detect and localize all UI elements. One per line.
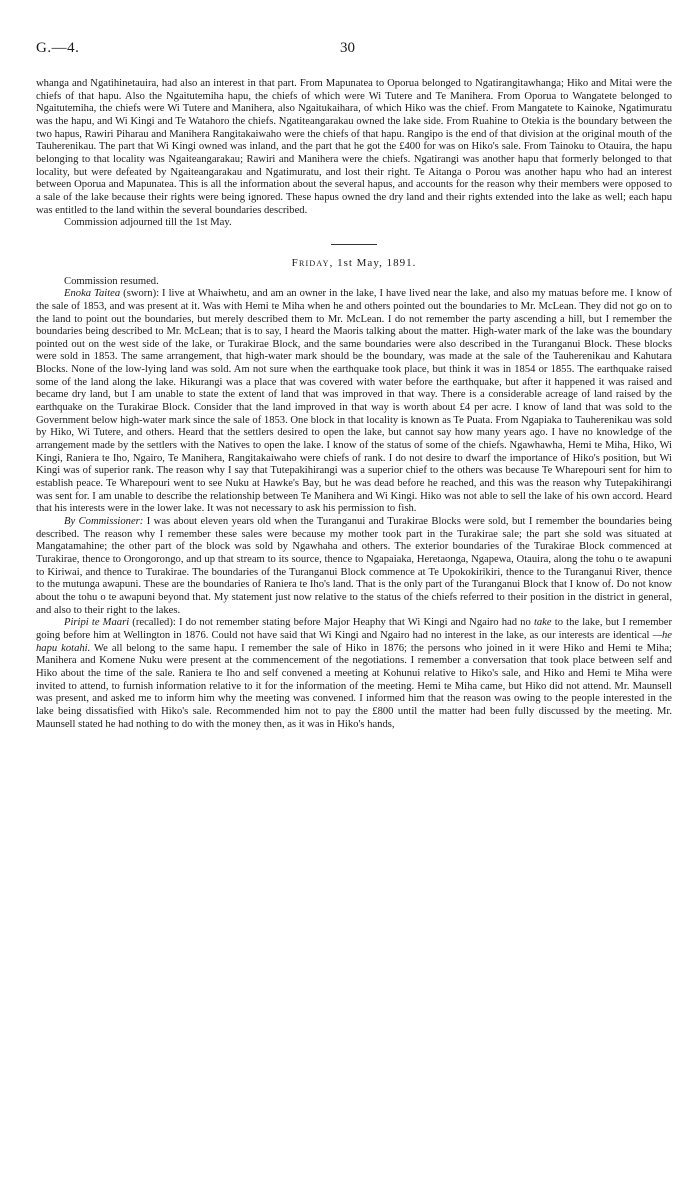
paragraph-by-commissioner: [36, 516, 672, 617]
page-number: 30: [340, 40, 355, 56]
piripi-testimony-c: We all belong to the same hapu. I remember the sale of Hiko in 1876; the persons who joined in it were Hiko and Hemi te Miha; Manihera and Komene Nuku were present at the commencement of the negotiations. I remember a conversation that took place between self and Hiko about the time of the sale. Raniera te Iho and self convened a meeting at Kohunui relative to Hiko's sale, and Hiko and Hemi te Miha were invited to attend, to furnish information relative to it for the information of the meeting. Hemi te Miha came, but Hiko did not attend. Mr. Maunsell was present, and asked me to inform him why the meeting was convened. I informed him that the reason was owing to the people interested in the lake being dissatisfied with Hiko's sale. Recommended him not to pay the £800 until the matter had been fully discussed by the meeting. Mr. Maunsell stated he had nothing to do with the money then, as it was in Hiko's hands,: [36, 642, 672, 730]
date-heading: [36, 257, 672, 270]
witness-name-piripi: Piripi te Maari: [64, 617, 130, 629]
document-body: [36, 78, 672, 731]
paragraph-intro: whanga and Ngatihinetauira, had also an interest in that part. From Mapunatea to Oporua belonged to Ngatirangitawhanga; Hiko and Mitai were the chiefs of that hapu. Also the Ngaitutemiha hapu, the chiefs of which were Wi Tutere and Te Manihera. From Oporua to Wangatete belonged to Ngaitutemiha, the chiefs were Wi Tutere and Manihera, also Ngaitukaihara, of which Hiko was the chief. From Mangatete to Kainoke, Ngatimuratu was the hapu, and Wi Kingi and Te Watahoro the chiefs. Ngatiteangarakau owned the lake side. From Ruahine to Otekia is the boundary between the two hapus, Rawiri Piharau and Manihera Rangitakaiwaho were the chiefs of that hapu. Rangipo is the end of that division at the original mouth of the Tauherenikau. The part that Wi Kingi owned was inland, and the part that he got the £400 for was on Hiko's sale. From Tainoku to Otauira, the hapu belonging to that locality was Ngaiteangarakau; Rawiri and Manihera were the chiefs. Ngatirangi was another hapu that formerly belonged to that locality, but were defeated by Ngaiteangarakau and Ngatimuratu, and lost their right. Te Aitanga o Porou was another hapu who had an interest between Oporua and Mapunatea. This is all the information about the several hapus, and accounts for the reason why their members were opposed to a sale of the lake because their rights were being ignored. These hapus owned the dry land and their rights extended into the lake as well; each hapu was entitled to the land within the several boundaries described.: [36, 78, 672, 216]
date-heading-weekday: Friday: [291, 256, 330, 269]
take-term: take: [533, 617, 552, 629]
document-page: [36, 40, 672, 731]
hapu-kotahi-term: —he hapu kotahi.: [36, 629, 672, 654]
paper-reference: G.—4.: [36, 40, 80, 56]
piripi-testimony-b: to the lake, but I remember going before him at Wellington in 1876. Could not have said that Wi Kingi and Ngairo had no interest in the lake, as our interests are identical: [36, 617, 672, 641]
date-heading-rest: , 1st May, 1891.: [329, 256, 417, 269]
paragraph-piripi-te-maari: [36, 617, 672, 731]
resumed-note: Commission resumed.: [64, 275, 159, 287]
piripi-testimony-a: (recalled): I do not remember stating before Major Heaphy that Wi Kingi and Ngairo had no: [129, 617, 534, 629]
commissioner-testimony: I was about eleven years old when the Turanganui and Turakirae Blocks were sold, but I remember the boundaries being described. The reason why I remember these sales were because my mother took part in the Turakirae sale; the part she sold was situated at Mangatamahine; the other part of the block was sold by Ngawhaha and others. The exterior boundaries of the Turakirae Block commenced at Turakirae, thence to Orongorongo, and up that stream to its source, thence to Ngapaiaka, Heretaonga, Ngapewa, Otauira, along the tohu o te awapuni to Kiriwai, and thence to Turakirae. The boundaries of the Turanganui Block commence at Te Upokokirikiri, thence to the Turanganui River, thence to the mutunga awapuni. These are the boundaries of Raniera te Iho's land. That is the only part of the Turanganui Block that I know of. Do not know about the tohu o te awapuni beyond that. My statement just now relative to the status of the chiefs referred to their position in the district in general, and also to their right to the lakes.: [36, 516, 672, 616]
witness-name-enoka: Enoka Taitea: [64, 288, 121, 300]
by-commissioner-label: By Commissioner:: [64, 516, 144, 527]
adjournment-note: Commission adjourned till the 1st May.: [64, 217, 232, 229]
section-divider: [331, 244, 377, 245]
paragraph-enoka-taitea: [36, 288, 672, 516]
enoka-testimony: (sworn): I live at Whaiwhetu, and am an owner in the lake, I have lived near the lake, and also my matuas before me. I know of the sale of 1853, and was present at it. Was with Hemi te Miha when he and others pointed out the boundaries to Mr. McLean. They did not go on to the land to point out the boundaries, but merely described them to Mr. McLean. I do not remember the party ascending a hill, but I remember the boundaries being described to Mr. McLean; that is to say, I heard the Maoris talking about the matter. High-water mark of the lake was the boundary pointed out on the west side of the lake, or Turakirae Block, and the same boundaries were also described in the Turanganui Block. These blocks were sold in 1853. The same arrangement, that high-water mark should be the boundary, was made at the sale of the Tauherenikau and Kahutara Blocks. None of the low-lying land was sold. Am not sure when the earthquake took place, but think it was in 1854 or 1855. The earthquake raised some of the land along the lake. Hikurangi was a place that was covered with water before the earthquake, but after it happened it was raised and became dry land, but I am unable to state the extent of land that was improved in that way. There is a considerable acreage of land raised by the earthquake on the Turakirae Block. Consider that the land improved in that way is worth about £4 per acre. I know of land that was sold to the Government below high-water mark since the sale of 1853. One block in that locality is known as Te Puata. From Ngapiaka to Tauherenikau was sold by Hiko, Wi Tutere, and others. Heard that the settlers desired to open the lake, but cannot say how many years ago. I have no knowledge of the arrangement made by the settlers with the Natives to open the lake. I know of the status of some of the chiefs. Ngawhawha, Hemi te Miha, Hiko, Wi Kingi, Raniera te Iho, Ngairo, Te Manihera, Rangitakaiwaho were chiefs of rank. I do not desire to dwarf the importance of Hiko's position, but Wi Kingi was of superior rank. The reason why I say that Tutepakihirangi was a superior chief to the others was because Te Wharepouri sent for him to establish peace. Te Wharepouri went to see Nuku at Hawke's Bay, but he was dead before he reached, and this was the reason why Tutepakihirangi was sent for. I am unable to describe the relationship between Te Manihera and Wi Kingi. Hiko was not able to sell the lake of his own accord. Heard that his interests were in the lower lake. It was not necessary to ask his permission to fish.: [36, 288, 672, 515]
page-header: [36, 40, 672, 64]
